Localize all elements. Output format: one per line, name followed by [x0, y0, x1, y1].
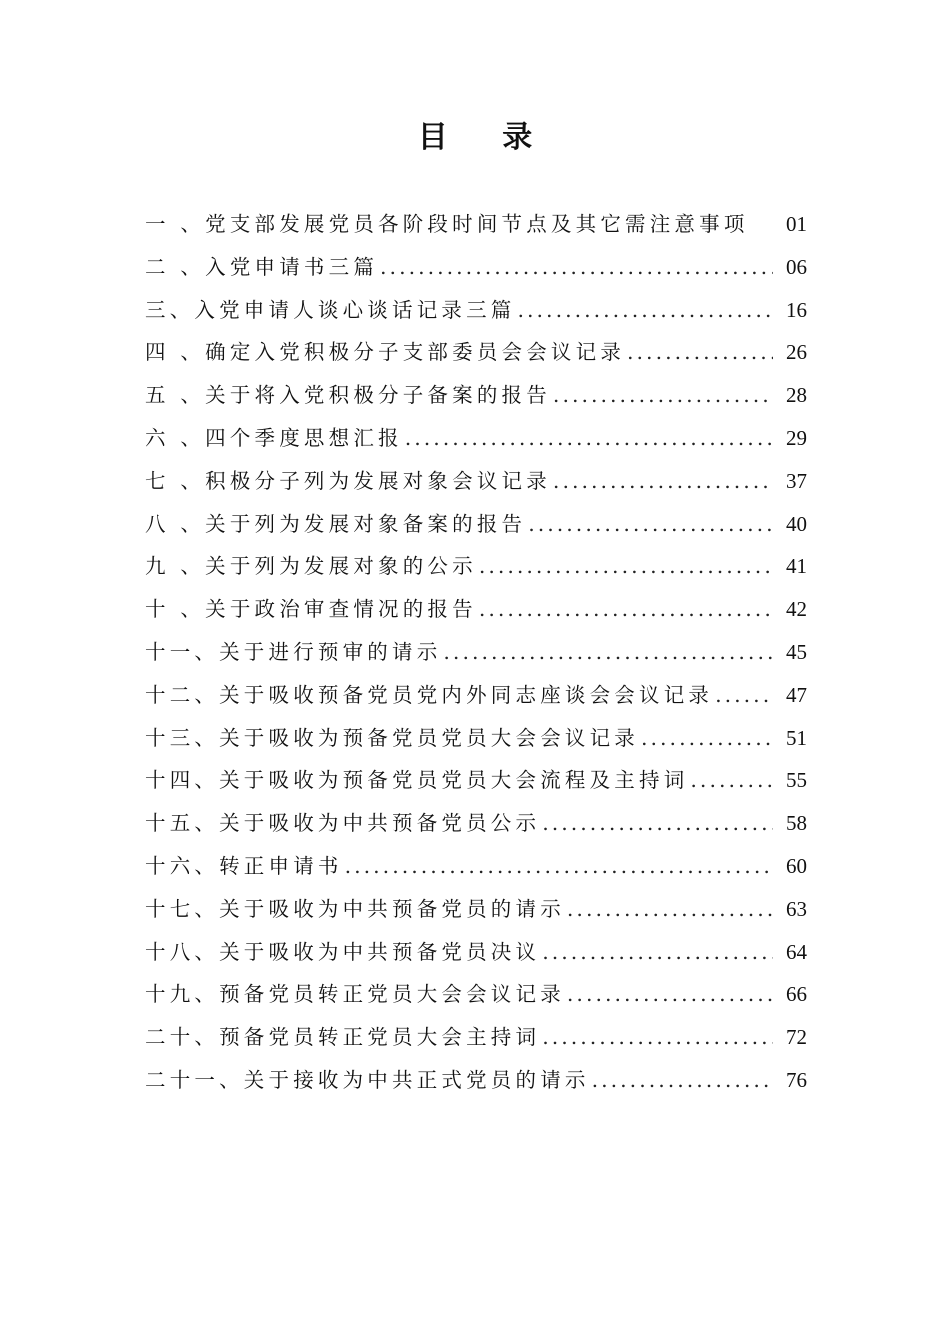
toc-entry-page-number: 29	[786, 425, 807, 450]
toc-dot-leader	[542, 931, 773, 974]
toc-entry-page-number: 55	[786, 768, 807, 793]
toc-dot-leader	[567, 888, 773, 931]
toc-entry-page-number: 63	[786, 896, 807, 921]
page-title: 目 录	[417, 120, 555, 155]
toc-entry-label: 十 、关于政治审查情况的报告	[145, 597, 477, 622]
toc-entry-label: 十九、预备党员转正党员大会会议记录	[145, 982, 565, 1007]
toc-entry-page-number: 42	[786, 597, 807, 622]
toc-entry-page-number: 76	[786, 1067, 807, 1092]
toc-entry[interactable]	[145, 203, 807, 246]
toc-dot-leader	[542, 802, 773, 845]
toc-entry-label: 五 、关于将入党积极分子备案的报告	[145, 383, 551, 408]
toc-dot-leader	[528, 503, 773, 546]
toc-entry-page-number: 26	[786, 340, 807, 365]
toc-entry-page-number: 51	[786, 725, 807, 750]
toc-entry-label: 三、入党申请人谈心谈话记录三篇	[145, 297, 516, 322]
toc-entry[interactable]	[145, 631, 807, 674]
toc-entry[interactable]	[145, 331, 807, 374]
toc-entry-page-number: 41	[786, 554, 807, 579]
toc-dot-leader	[405, 417, 773, 460]
toc-entry[interactable]	[145, 973, 807, 1016]
toc-dot-leader	[627, 331, 773, 374]
toc-entry[interactable]	[145, 888, 807, 931]
toc-entry-label: 十六、转正申请书	[145, 853, 343, 878]
toc-entry-label: 七 、积极分子列为发展对象会议记录	[145, 468, 551, 493]
toc-dot-leader	[715, 674, 773, 717]
toc-entry-label: 十八、关于吸收为中共预备党员决议	[145, 939, 541, 964]
toc-entry[interactable]	[145, 759, 807, 802]
toc-dot-leader	[567, 973, 773, 1016]
toc-entry-page-number: 16	[786, 297, 807, 322]
toc-entry-label: 四 、确定入党积极分子支部委员会会议记录	[145, 340, 626, 365]
toc-entry[interactable]	[145, 417, 807, 460]
toc-entry-label: 九 、关于列为发展对象的公示	[145, 554, 477, 579]
toc-entry[interactable]	[145, 289, 807, 332]
toc-entry-page-number: 40	[786, 511, 807, 536]
toc-entry-label: 二十一、关于接收为中共正式党员的请示	[145, 1067, 590, 1092]
toc-entry-label: 二 、入党申请书三篇	[145, 254, 379, 279]
toc-entry[interactable]	[145, 503, 807, 546]
toc-entry[interactable]	[145, 674, 807, 717]
toc-entry-label: 一 、党支部发展党员各阶段时间节点及其它需注意事项	[145, 212, 749, 236]
toc-entry-page-number: 06	[786, 254, 807, 279]
toc-entry-page-number: 45	[786, 639, 807, 664]
toc-entry-label: 十七、关于吸收为中共预备党员的请示	[145, 896, 565, 921]
toc-entry-label: 二十、预备党员转正党员大会主持词	[145, 1025, 541, 1050]
toc-entry-label: 六 、四个季度思想汇报	[145, 425, 403, 450]
toc-entry[interactable]	[145, 845, 807, 888]
toc-dot-leader	[443, 631, 773, 674]
toc-entry-page-number: 01	[786, 212, 807, 236]
toc-entry-label: 十五、关于吸收为中共预备党员公示	[145, 811, 541, 836]
toc-entry[interactable]	[145, 588, 807, 631]
toc-dot-leader	[518, 289, 774, 332]
toc-dot-leader	[690, 759, 773, 802]
toc-dot-leader	[553, 374, 773, 417]
toc-entry[interactable]	[145, 802, 807, 845]
toc-entry-label: 十一、关于进行预审的请示	[145, 639, 442, 664]
toc-dot-leader	[641, 717, 773, 760]
toc-dot-leader	[553, 460, 773, 503]
toc-dot-leader	[479, 545, 773, 588]
toc-entry[interactable]	[145, 246, 807, 289]
toc-entry-page-number: 72	[786, 1025, 807, 1050]
table-of-contents	[145, 203, 807, 1102]
toc-entry-page-number: 28	[786, 383, 807, 408]
toc-dot-leader	[479, 588, 773, 631]
toc-entry-page-number: 66	[786, 982, 807, 1007]
toc-entry[interactable]	[145, 545, 807, 588]
toc-dot-leader	[380, 246, 773, 289]
toc-dot-leader	[345, 845, 773, 888]
toc-entry-page-number: 58	[786, 811, 807, 836]
toc-entry[interactable]	[145, 374, 807, 417]
toc-entry[interactable]	[145, 460, 807, 503]
toc-entry-label: 十四、关于吸收为预备党员党员大会流程及主持词	[145, 768, 689, 793]
toc-entry[interactable]	[145, 1016, 807, 1059]
toc-entry-label: 八 、关于列为发展对象备案的报告	[145, 511, 527, 536]
toc-entry-label: 十二、关于吸收预备党员党内外同志座谈会会议记录	[145, 682, 714, 707]
toc-entry[interactable]	[145, 717, 807, 760]
toc-entry-page-number: 47	[786, 682, 807, 707]
toc-dot-leader	[592, 1059, 773, 1102]
toc-entry-page-number: 60	[786, 853, 807, 878]
toc-entry[interactable]	[145, 931, 807, 974]
toc-entry[interactable]	[145, 1059, 807, 1102]
toc-entry-page-number: 37	[786, 468, 807, 493]
toc-entry-label: 十三、关于吸收为预备党员党员大会会议记录	[145, 725, 639, 750]
toc-entry-page-number: 64	[786, 939, 807, 964]
toc-dot-leader	[542, 1016, 773, 1059]
